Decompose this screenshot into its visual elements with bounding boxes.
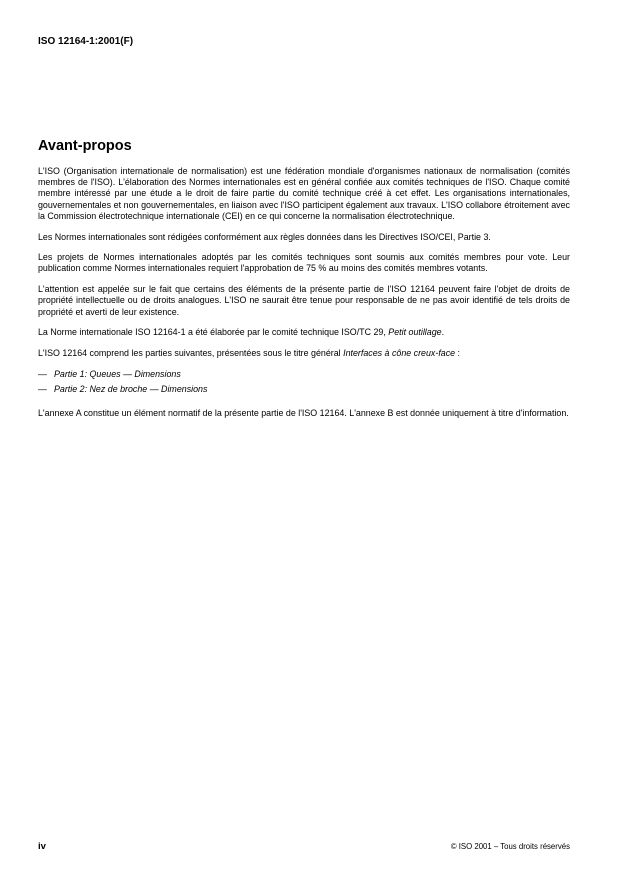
section-title: Avant-propos: [38, 138, 132, 154]
paragraph-directives: Les Normes internationales sont rédigées conformément aux règles données dans les Directives ISO/CEI, Partie 3.: [38, 231, 491, 242]
paragraph-voting: Les projets de Normes internationales adoptés par les comités techniques sont soumis aux comités membres pour vote. Leur publication comme Normes internationales requiert l'approbation de 75 % au moins des comités membres votants.: [38, 252, 570, 274]
parts-intro-suffix: :: [455, 347, 461, 358]
paragraph-iso-description: L'ISO (Organisation internationale de normalisation) est une fédération mondiale d'organismes nationaux de normalisation (comités membres de l'ISO). L'élaboration des Normes internationales est en général confiée aux comités techniques de l'ISO. Chaque comité membre intéressé par une étude a le droit de faire partie du comité technique créé à cet effet. Les organisations internationales, gouvernementales et non gouvernementales, en liaison avec l'ISO participent également aux travaux. L'ISO collabore étroitement avec la Commission électrotechnique internationale (CEI) en ce qui concerne la normalisation électrotechnique.: [38, 166, 570, 221]
committee-text: La Norme internationale ISO 12164-1 a été élaborée par le comité technique ISO/TC 29,: [38, 327, 389, 338]
copyright-notice: © ISO 2001 – Tous droits réservés: [450, 842, 570, 851]
paragraph-committee: [38, 327, 570, 338]
page-number: iv: [38, 841, 46, 852]
list-item: [38, 369, 570, 380]
list-dash: —: [38, 368, 47, 379]
general-title: Interfaces à cône creux-face: [343, 347, 456, 358]
paragraph-parts-intro: [38, 348, 570, 359]
committee-suffix: .: [441, 327, 445, 338]
paragraph-patent-rights: L'attention est appelée sur le fait que certains des éléments de la présente partie de l'ISO 12164 peuvent faire l'objet de droits de propriété intellectuelle ou de droits analogues. L'ISO ne saurait être tenue pour responsable de ne pas avoir identifié de tels droits de propriété et averti de leur existence.: [38, 284, 570, 317]
list-item: [38, 384, 570, 395]
part-1-title: Partie 1: Queues — Dimensions: [54, 368, 181, 379]
paragraph-annexes: L'annexe A constitue un élément normatif de la présente partie de l'ISO 12164. L'annexe B est donnée uniquement à titre d'information.: [38, 408, 569, 419]
part-2-title: Partie 2: Nez de broche — Dimensions: [54, 383, 208, 394]
document-identifier: ISO 12164-1:2001(F): [38, 36, 134, 47]
committee-name: Petit outillage: [388, 327, 442, 338]
parts-intro-text: L'ISO 12164 comprend les parties suivantes, présentées sous le titre général: [38, 347, 344, 358]
list-dash: —: [38, 383, 47, 394]
section-body: [38, 166, 570, 429]
